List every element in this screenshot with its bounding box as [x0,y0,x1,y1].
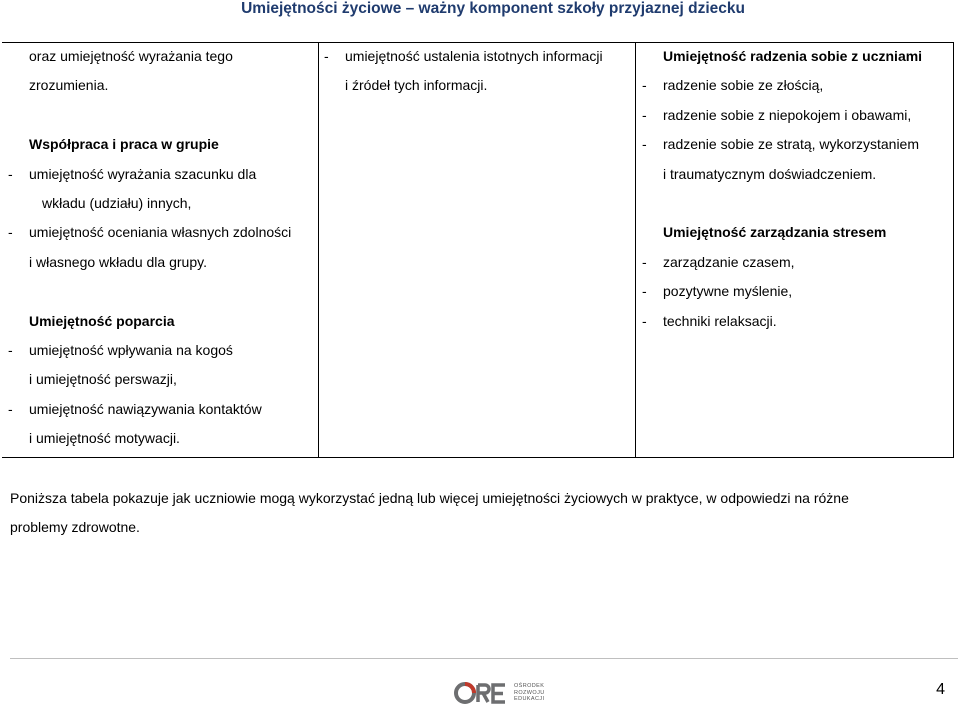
col1-section-heading-teamwork: Współpraca i praca w grupie [29,136,219,153]
list-item: - zarządzanie czasem, [642,253,795,270]
list-item-continuation: i umiejętność perswazji, [29,371,177,388]
col1-section-heading-advocacy: Umiejętność poparcia [29,312,175,329]
col1-intro-line1: oraz umiejętność wyrażania tego [29,48,233,64]
list-item-continuation: i źródeł tych informacji. [345,77,488,94]
page-number: 4 [936,681,945,698]
list-item: - umiejętność wpływania na kogoś [8,341,233,358]
table-col-divider-1 [318,42,319,458]
body-paragraph [10,484,910,543]
list-item-continuation: i własnego wkładu dla grupy. [29,253,207,270]
paragraph-line: problemy zdrowotne. [10,519,140,536]
skills-table [2,42,954,458]
list-item: - umiejętność oceniania własnych zdolności [8,224,292,241]
col3-section-heading-coping: Umiejętność radzenia sobie z uczniami [663,48,923,64]
col3-section-heading-stress: Umiejętność zarządzania stresem [663,224,887,241]
list-item: - umiejętność nawiązywania kontaktów [8,400,262,417]
footer-divider [10,658,958,659]
col1-intro-line2: zrozumienia. [29,77,109,94]
table-cell-col1 [8,42,314,453]
list-item: - pozytywne myślenie, [642,283,793,300]
list-item: - umiejętność ustalenia istotnych informacji [324,48,603,64]
list-item-continuation: i traumatycznym doświadczeniem. [663,165,877,182]
list-item: - radzenie sobie z niepokojem i obawami, [642,106,912,123]
list-item: - umiejętność wyrażania szacunku dla [8,165,257,182]
list-item: - radzenie sobie ze stratą, wykorzystaniem [642,136,919,153]
list-item-continuation: wkładu (udziału) innych, [42,194,192,211]
table-cell-col3 [642,42,950,336]
ore-logo-mark [452,680,510,708]
table-cell-col2 [324,42,630,101]
ore-logo-text: OŚRODEK ROZWOJU EDUKACJI [514,683,545,702]
list-item: - techniki relaksacji. [642,312,777,329]
ore-logo [452,680,545,708]
document-header-title: Umiejętności życiowe – ważny komponent szkoły przyjaznej dziecku [241,0,745,17]
list-item: - radzenie sobie ze złością, [642,77,824,94]
paragraph-line: Poniższa tabela pokazuje jak uczniowie mogą wykorzystać jedną lub więcej umiejętności życiowych w praktyce, w odpowiedzi na różne [10,490,849,506]
table-col-divider-2 [635,42,636,458]
table-right-border [953,42,954,458]
list-item-continuation: i umiejętność motywacji. [29,430,180,447]
table-bottom-border [2,457,954,458]
